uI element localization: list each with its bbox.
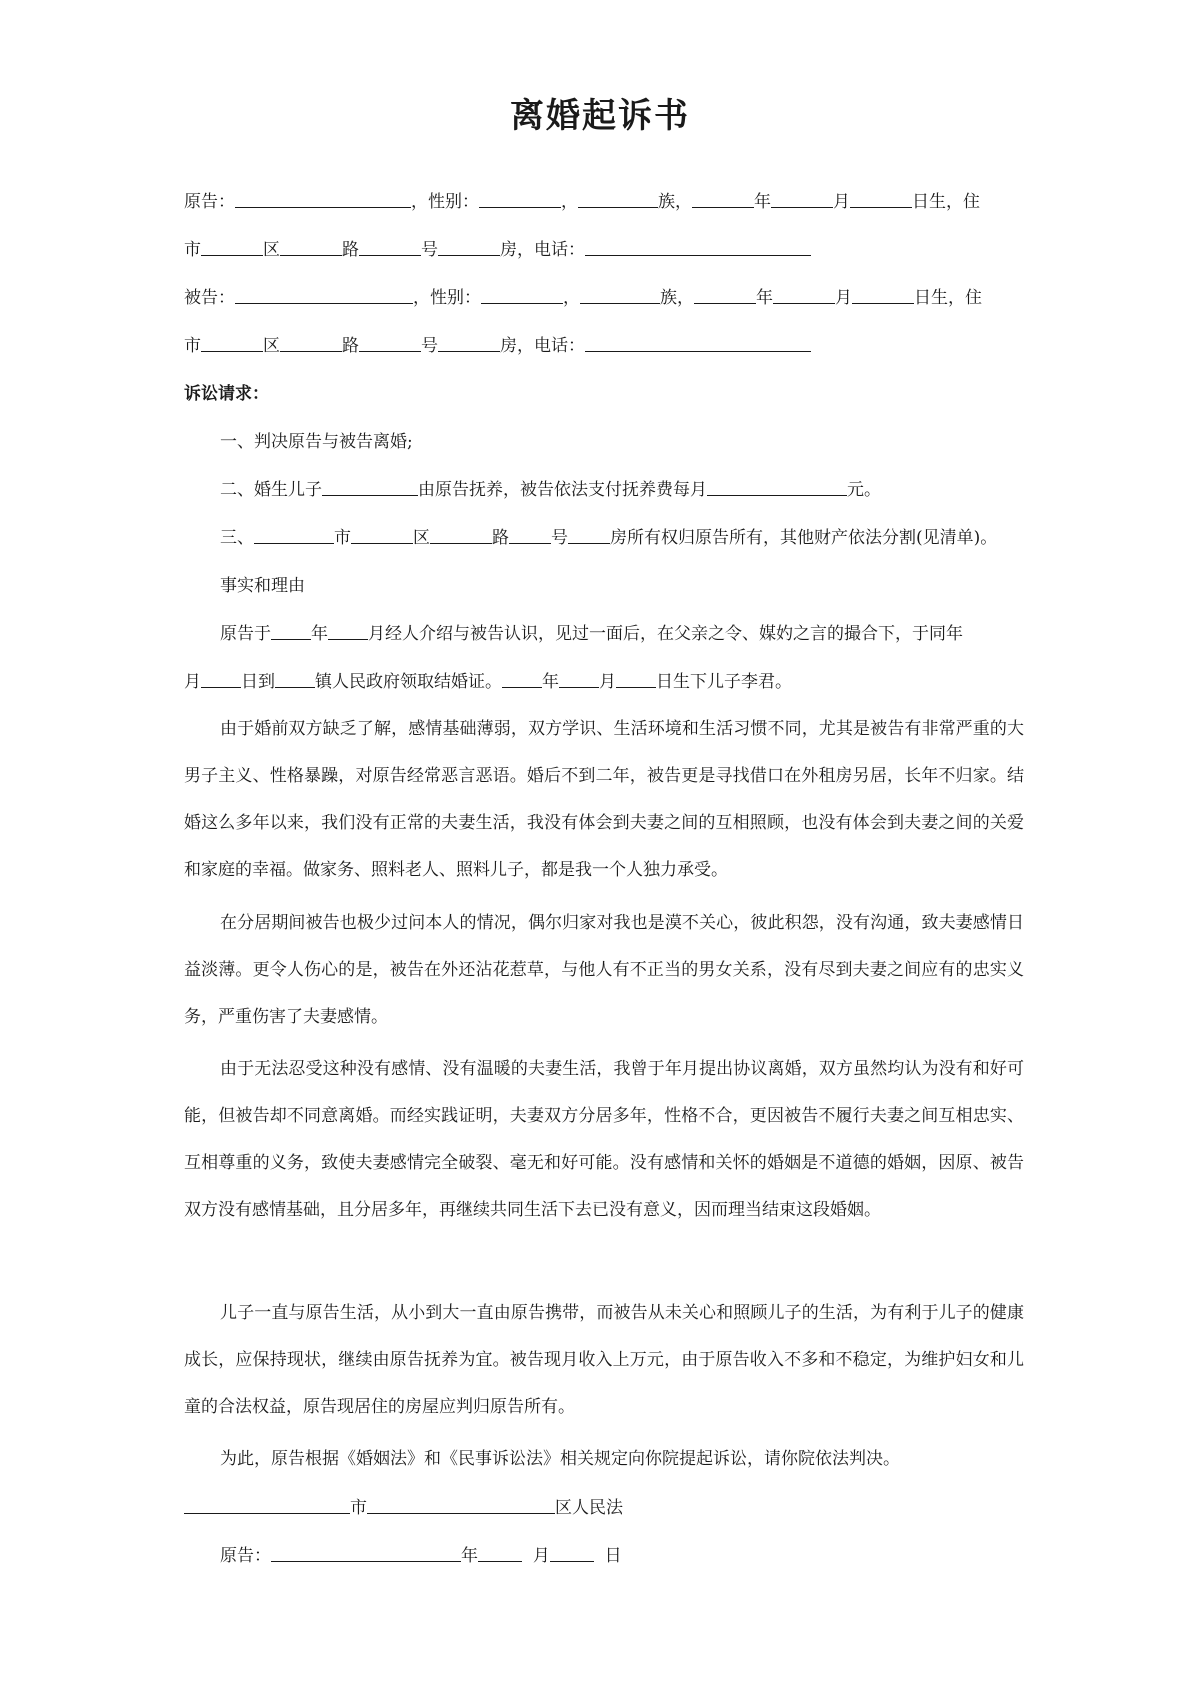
claim-3-room-blank xyxy=(568,527,610,544)
claim-3-city-label: 市 xyxy=(334,528,351,548)
defendant-name-blank xyxy=(235,287,413,304)
court-label: 区人民法 xyxy=(555,1498,623,1518)
signature-line xyxy=(220,1544,1024,1568)
comma: ， xyxy=(561,192,578,212)
claim-2-text-a: 二、婚生儿子 xyxy=(220,480,322,500)
birth-day-blank xyxy=(616,671,656,688)
signature-day-label: 日 xyxy=(604,1546,622,1566)
meet-year-blank xyxy=(271,623,311,640)
ethnic-label: 族， xyxy=(660,288,694,308)
claim-1: 一、判决原告与被告离婚; xyxy=(220,432,413,452)
claim-3-number-blank xyxy=(509,527,551,544)
facts-paragraph-4: 由于无法忍受这种没有感情、没有温暖的夫妻生活，我曾于年月提出协议离婚，双方虽然均认为没有和好可能，但被告却不同意离婚。而经实践证明，夫妻双方分居多年，性格不合，更因被告不履行夫妻之间互相忠实、互相尊重的义务，致使夫妻感情完全破裂、毫无和好可能。没有感情和关怀的婚姻是不道德的婚姻，因原、被告双方没有感情基础，且分居多年，再继续共同生活下去已没有意义，因而理当结束这段婚姻。 xyxy=(184,1059,1024,1220)
claim-2 xyxy=(220,478,1024,502)
defendant-year-blank xyxy=(694,287,756,304)
defendant-road-blank xyxy=(359,335,421,352)
facts-text: 镇人民政府领取结婚证。 xyxy=(315,672,502,692)
court-city-blank xyxy=(184,1497,350,1514)
plaintiff-info-line-2 xyxy=(184,238,1024,262)
plaintiff-day-blank xyxy=(850,191,912,208)
defendant-info-line-2 xyxy=(184,334,1024,358)
plaintiff-name-blank xyxy=(235,191,411,208)
birth-year-blank xyxy=(502,671,542,688)
court-district-blank xyxy=(367,1497,555,1514)
town-blank xyxy=(275,671,315,688)
plaintiff-month-blank xyxy=(771,191,833,208)
defendant-phone-blank xyxy=(585,335,811,352)
number-label: 号 xyxy=(421,336,438,356)
signature-year-label: 年 xyxy=(461,1546,478,1566)
facts-text: 月经人介绍与被告认识，见过一面后，在父亲之令、媒妁之言的撮合下，于同年 xyxy=(368,624,963,644)
defendant-city-blank xyxy=(201,335,263,352)
plaintiff-year-blank xyxy=(692,191,754,208)
facts-paragraph-1-line-1 xyxy=(220,622,1024,646)
road-label: 路 xyxy=(342,336,359,356)
support-amount-blank xyxy=(707,479,847,496)
claim-3-number-label: 号 xyxy=(551,528,568,548)
city-label: 市 xyxy=(184,336,201,356)
month-label: 月 xyxy=(835,288,852,308)
defendant-label: 被告： xyxy=(184,288,235,308)
year-label: 年 xyxy=(754,192,771,212)
plaintiff-ethnic-blank xyxy=(578,191,658,208)
facts-text: 月 xyxy=(599,672,616,692)
year-label: 年 xyxy=(756,288,773,308)
facts-paragraph-3: 在分居期间被告也极少过问本人的情况，偶尔归家对我也是漠不关心，彼此积怨，没有沟通，致夫妻感情日益淡薄。更令人伤心的是，被告在外还沾花惹草，与他人有不正当的男女关系，没有尽到夫妻之间应有的忠实义务，严重伤害了夫妻感情。 xyxy=(184,913,1024,1027)
claim-3-road-label: 路 xyxy=(492,528,509,548)
birth-month-blank xyxy=(559,671,599,688)
district-label: 区 xyxy=(263,336,280,356)
comma: ， xyxy=(563,288,580,308)
facts-text: 日生下儿子李君。 xyxy=(656,672,792,692)
facts-text: 年 xyxy=(311,624,328,644)
facts-text: 年 xyxy=(542,672,559,692)
marry-month-blank xyxy=(201,671,241,688)
plaintiff-info-line-1 xyxy=(184,190,1024,214)
defendant-info-line-1 xyxy=(184,286,1024,310)
defendant-day-blank xyxy=(852,287,914,304)
claim-3-district-label: 区 xyxy=(413,528,430,548)
gender-label: ，性别： xyxy=(413,288,481,308)
court-city-label: 市 xyxy=(350,1498,367,1518)
plaintiff-gender-blank xyxy=(479,191,561,208)
plaintiff-number-blank xyxy=(438,239,500,256)
claim-3 xyxy=(220,526,1024,550)
document-title: 离婚起诉书 xyxy=(510,96,690,136)
meet-month-blank xyxy=(328,623,368,640)
ethnic-label: 族， xyxy=(658,192,692,212)
court-line xyxy=(184,1496,1024,1520)
claims-heading: 诉讼请求： xyxy=(184,384,269,404)
facts-paragraph-6: 为此，原告根据《婚姻法》和《民事诉讼法》相关规定向你院提起诉讼，请你院依法判决。 xyxy=(220,1449,900,1469)
plaintiff-label: 原告： xyxy=(184,192,235,212)
defendant-ethnic-blank xyxy=(580,287,660,304)
son-name-blank xyxy=(322,479,418,496)
claim-3-district-blank xyxy=(351,527,413,544)
signature-month-label: 月 xyxy=(532,1546,550,1566)
facts-text: 日到 xyxy=(241,672,275,692)
month-label: 月 xyxy=(833,192,850,212)
signature-month-blank xyxy=(550,1545,594,1562)
facts-paragraph-1-line-2 xyxy=(184,670,1024,694)
defendant-month-blank xyxy=(773,287,835,304)
plaintiff-city-blank xyxy=(201,239,263,256)
born-live-label: 日生，住 xyxy=(914,288,982,308)
born-live-label: 日生，住 xyxy=(912,192,980,212)
facts-text: 月 xyxy=(184,672,201,692)
city-label: 市 xyxy=(184,240,201,260)
claim-3-city-blank xyxy=(254,527,334,544)
district-label: 区 xyxy=(263,240,280,260)
claim-3-text-b: 房所有权归原告所有，其他财产依法分割(见清单)。 xyxy=(610,528,998,548)
number-label: 号 xyxy=(421,240,438,260)
facts-paragraph-2: 由于婚前双方缺乏了解，感情基础薄弱，双方学识、生活环境和生活习惯不同，尤其是被告有非常严重的大男子主义、性格暴躁，对原告经常恶言恶语。婚后不到二年，被告更是寻找借口在外租房另居，长年不归家。结婚这么多年以来，我们没有正常的夫妻生活，我没有体会到夫妻之间的互相照顾，也没有体会到夫妻之间的关爱和家庭的幸福。做家务、照料老人、照料儿子，都是我一个人独力承受。 xyxy=(184,719,1024,880)
plaintiff-road-blank xyxy=(359,239,421,256)
gender-label: ，性别： xyxy=(411,192,479,212)
plaintiff-phone-blank xyxy=(585,239,811,256)
defendant-district-blank xyxy=(280,335,342,352)
claim-3-road-blank xyxy=(430,527,492,544)
claim-2-text-b: 由原告抚养，被告依法支付抚养费每月 xyxy=(418,480,707,500)
facts-paragraph-5: 儿子一直与原告生活，从小到大一直由原告携带，而被告从未关心和照顾儿子的生活，为有利于儿子的健康成长，应保持现状，继续由原告抚养为宜。被告现月收入上万元，由于原告收入不多和不稳定，为维护妇女和儿童的合法权益，原告现居住的房屋应判归原告所有。 xyxy=(184,1303,1024,1417)
defendant-number-blank xyxy=(438,335,500,352)
signature-blank xyxy=(271,1545,461,1562)
signature-plaintiff-label: 原告： xyxy=(220,1546,271,1566)
claim-3-text-a: 三、 xyxy=(220,528,254,548)
facts-text: 原告于 xyxy=(220,624,271,644)
room-phone-label: 房，电话： xyxy=(500,336,585,356)
road-label: 路 xyxy=(342,240,359,260)
defendant-gender-blank xyxy=(481,287,563,304)
signature-year-blank xyxy=(478,1545,522,1562)
facts-heading: 事实和理由 xyxy=(220,576,305,596)
plaintiff-district-blank xyxy=(280,239,342,256)
room-phone-label: 房，电话： xyxy=(500,240,585,260)
claim-2-text-c: 元。 xyxy=(847,480,881,500)
